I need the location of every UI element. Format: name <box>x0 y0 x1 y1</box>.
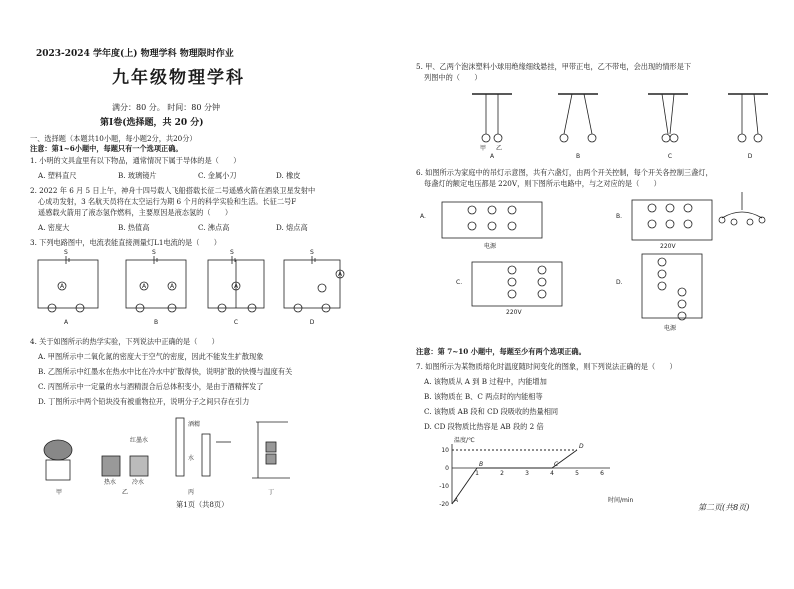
fig-label-yi: 乙 <box>122 489 129 496</box>
chart-y-tick-label: 10 <box>441 447 449 454</box>
chart-y-tick-label: -20 <box>439 501 449 508</box>
chart-x-tick-label: 4 <box>550 470 554 477</box>
q1-option: B. 玻璃镜片 <box>118 171 157 180</box>
beaker-icon <box>102 456 120 476</box>
q3-label-c: C <box>233 319 239 326</box>
fig-label-bing: 丙 <box>188 489 195 496</box>
lead-block-icon <box>266 442 276 452</box>
q4-option: D. 丁图所示中两个铅块没有被重物拉开，说明分子之间只存在引力 <box>38 397 250 406</box>
q6-voltage-label-c: 220V <box>506 309 522 316</box>
exam-header: 2023-2024 学年度(上) 物理学科 物理限时作业 <box>36 49 234 59</box>
q5-label-a: A <box>489 153 495 160</box>
q5-line: 列图中的（ ） <box>424 73 482 82</box>
q2-option: D. 熔点高 <box>276 223 308 232</box>
q2-line: 2. 2022 年 6 月 5 日上午，神舟十四号载人飞船搭载长征二号遥感火箭在酒泉卫星发射中 <box>30 186 316 195</box>
svg-text:A: A <box>141 283 147 290</box>
q7-option: B. 该物质在 B、C 两点时的内能相等 <box>424 392 543 401</box>
q5-label-d: D <box>747 153 753 160</box>
chart-x-tick-label: 1 <box>475 470 479 477</box>
fig-label-ding: 丁 <box>268 489 275 496</box>
fig-label-jia: 甲 <box>56 489 63 496</box>
svg-text:S: S <box>64 249 68 256</box>
chart-ylabel: 温度/℃ <box>454 437 475 444</box>
q6-power-label-d: 电源 <box>664 325 677 332</box>
chart-xlabel: 时间/min <box>608 497 634 504</box>
ball-name-jia: 甲 <box>480 145 487 152</box>
q7-option: D. CD 段物质比热容是 AB 段的 2 倍 <box>424 422 544 431</box>
q2-option: A. 密度大 <box>38 223 70 232</box>
left-page-footer: 第1页（共8页） <box>176 500 229 509</box>
chandelier-icon <box>722 212 762 218</box>
q3-stem: 3. 下列电路图中，电流表能直接测量灯L1电流的是（ ） <box>30 238 221 247</box>
svg-text:S: S <box>230 249 234 256</box>
chart-point-label: A <box>454 497 459 504</box>
fig-text-hot-water: 热水 <box>104 479 117 486</box>
exam-title: 九年级物理学科 <box>112 68 245 88</box>
q6-circuits-figure <box>412 192 772 342</box>
q2-option: B. 热值高 <box>118 223 150 232</box>
gas-jar-icon <box>44 440 72 460</box>
chart-y-tick-label: 0 <box>445 465 449 472</box>
left-page <box>26 40 386 560</box>
ball-name-yi: 乙 <box>496 145 503 152</box>
chart-series-line <box>452 450 577 504</box>
q7-temperature-chart <box>432 436 652 516</box>
q6-voltage-label: 220V <box>660 243 676 250</box>
ball-icon <box>482 134 490 142</box>
q2-option: C. 沸点高 <box>198 223 230 232</box>
fig-text-red-ink: 红墨水 <box>130 437 149 444</box>
chart-x-tick-label: 3 <box>525 470 529 477</box>
tube-icon <box>176 418 184 476</box>
q5-label-c: C <box>667 153 673 160</box>
q4-option: C. 丙图所示中一定量的水与酒精混合后总体积变小，是由于酒精挥发了 <box>38 382 264 391</box>
q7-stem: 7. 如图所示为某物质熔化时温度随时间变化的图象，则下列说法正确的是（ ） <box>416 362 677 371</box>
chart-y-tick-label: -10 <box>439 483 449 490</box>
q5-balls-figure <box>412 88 772 160</box>
svg-text:S: S <box>152 249 156 256</box>
section2-note: 注意：第 7~10 小题中，每题至少有两个选项正确。 <box>416 347 586 356</box>
right-page-footer: 第二页(共8页) <box>698 503 750 512</box>
svg-text:A: A <box>59 283 65 290</box>
q5-line: 5. 甲、乙两个泡沫塑料小球用绝缘细线悬挂，甲带正电，乙不带电，会出现的情形是下 <box>416 62 692 71</box>
chart-point-label: C <box>554 461 559 468</box>
q1-stem: 1. 小明的文具盒里有以下物品，通常情况下属于导体的是（ ） <box>30 156 241 165</box>
q2-line: 心成功发射，3 名航天员将在太空运行为期 6 个月的科学实验和生活。长征二号F <box>38 197 297 206</box>
q3-label-b: B <box>153 319 159 326</box>
q5-label-b: B <box>575 153 581 160</box>
q6-label-c: C. <box>456 279 463 286</box>
section1-note: 注意：第1~6小题中，每题只有一个选项正确。 <box>30 144 183 153</box>
fig-text-water: 水 <box>188 455 195 462</box>
chart-point-label: B <box>479 461 484 468</box>
q3-label-a: A <box>63 319 69 326</box>
chart-x-tick-label: 6 <box>600 470 604 477</box>
fig-text-cold-water: 冷水 <box>132 479 145 486</box>
q1-option: D. 橡皮 <box>276 171 301 180</box>
q4-option: B. 乙图所示中红墨水在热水中比在冷水中扩散得快，说明扩散的快慢与温度有关 <box>38 367 293 376</box>
q2-line: 遥感载火箭用了液态氢作燃料，主要原因是液态氢的（ ） <box>38 208 233 217</box>
q1-option: A. 塑料直尺 <box>38 171 77 180</box>
q6-power-label: 电源 <box>484 243 497 250</box>
q7-option: A. 该物质从 A 到 B 过程中，内能增加 <box>424 377 547 386</box>
q3-circuits-figure <box>26 250 386 330</box>
svg-text:A: A <box>233 283 239 290</box>
q1-option: C. 金属小刀 <box>198 171 237 180</box>
fig-text-alcohol: 酒精 <box>188 421 201 428</box>
q6-label-a: A. <box>420 213 426 220</box>
score-time: 满分：80 分。 时间：80 分钟 <box>112 103 220 112</box>
lamp-icon <box>468 206 476 214</box>
q6-label-d: D. <box>616 279 623 286</box>
svg-text:A: A <box>337 271 343 278</box>
circuit-a-loop <box>38 260 98 308</box>
q6-line: 6. 如图所示为家庭中的吊灯示意图，共有六盏灯，由两个开关控制，每个开关各控制三盏灯， <box>416 168 713 177</box>
chart-point-label: D <box>579 443 584 450</box>
q4-option: A. 甲图所示中二氧化氮的密度大于空气的密度，因此不能发生扩散现象 <box>38 352 264 361</box>
q7-option: C. 该物质 AB 段和 CD 段吸收的热量相同 <box>424 407 559 416</box>
beaker-icon <box>130 456 148 476</box>
q4-stem: 4. 关于如图所示的热学实验，下列说法中正确的是（ ） <box>30 337 219 346</box>
right-page <box>412 40 772 560</box>
svg-text:S: S <box>310 249 314 256</box>
chart-x-tick-label: 2 <box>500 470 504 477</box>
chart-x-tick-label: 5 <box>575 470 579 477</box>
ball-icon <box>494 134 502 142</box>
q6-line: 每盏灯的额定电压都是 220V，则下图所示电路中，与之对应的是（ ） <box>424 179 661 188</box>
q6-label-b: B. <box>616 213 623 220</box>
section1-intro: 一、选择题（本题共10小题，每小题2分，共20分） <box>30 134 197 143</box>
q4-experiments-figure <box>26 412 386 502</box>
section1-title: 第Ⅰ卷(选择题，共 20 分) <box>100 118 204 128</box>
q3-label-d: D <box>309 319 315 326</box>
svg-text:A: A <box>169 283 175 290</box>
